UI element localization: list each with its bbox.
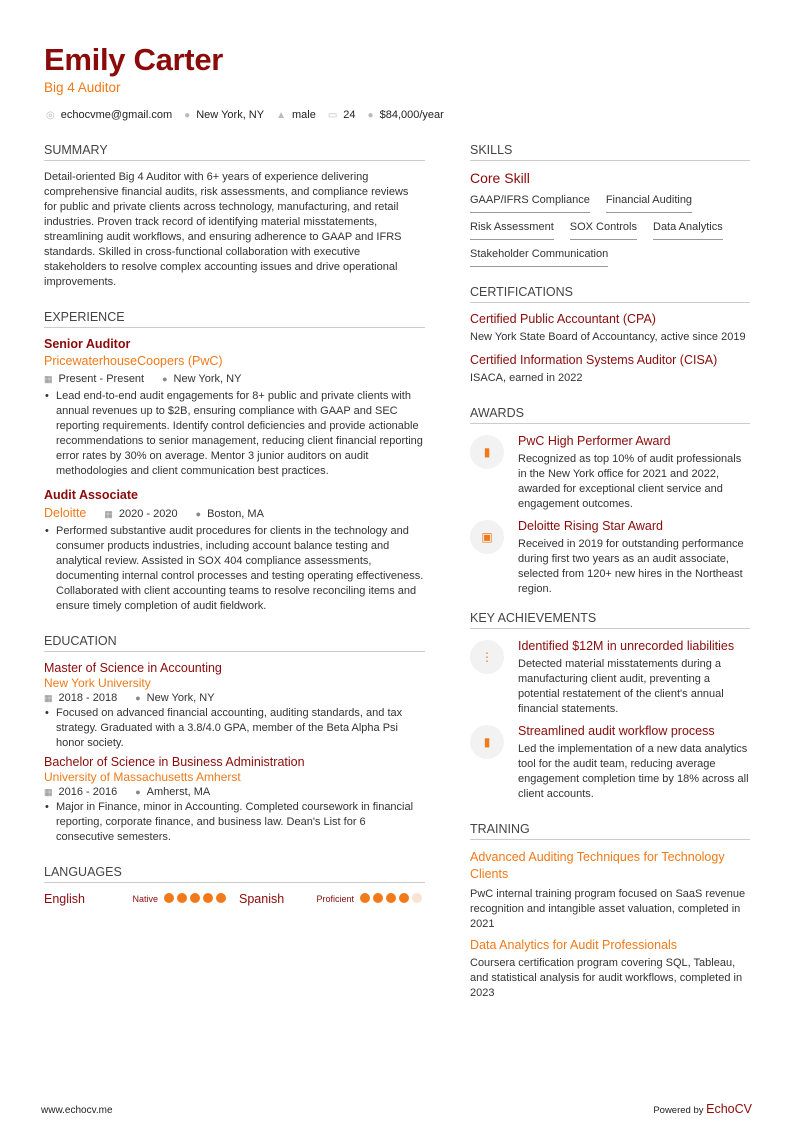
skill-tag: Financial Auditing bbox=[606, 190, 692, 213]
candidate-name: Emily Carter bbox=[44, 42, 224, 77]
footer-website[interactable]: www.echocv.me bbox=[41, 1105, 113, 1116]
job-company: PricewaterhouseCoopers (PwC) bbox=[44, 354, 223, 368]
language-level: Proficient bbox=[316, 894, 354, 904]
rating-dot bbox=[216, 893, 226, 903]
file-check-icon: ▮ bbox=[470, 725, 504, 759]
calendar-icon: ▦ bbox=[44, 787, 53, 797]
training-heading: TRAINING bbox=[470, 822, 750, 840]
skill-tag: SOX Controls bbox=[570, 217, 637, 240]
skills-heading: SKILLS bbox=[470, 143, 750, 161]
rating-dot bbox=[373, 893, 383, 903]
rating-dot bbox=[203, 893, 213, 903]
cert-desc: New York State Board of Accountancy, active since 2019 bbox=[470, 331, 746, 343]
job-company: Deloitte bbox=[44, 506, 87, 520]
award-item bbox=[470, 518, 750, 597]
skill-tag: Risk Assessment bbox=[470, 217, 554, 240]
location-icon: ● bbox=[184, 110, 191, 121]
skill-tag: Data Analytics bbox=[653, 217, 723, 240]
summary-heading: SUMMARY bbox=[44, 143, 425, 161]
skill-tag: Stakeholder Communication bbox=[470, 244, 608, 267]
rating-dot bbox=[190, 893, 200, 903]
contact-salary: ● $84,000/year bbox=[367, 109, 444, 121]
rating-dot bbox=[386, 893, 396, 903]
summary-text: Detail-oriented Big 4 Auditor with 6+ years of experience delivering comprehensive financial audits, risk assessments, and compliance reviews for public and private clients across technology, manufacturing, and retail industries. Proven track record of identifying material misstatements, streamlining audit workflows, and ensuring adherence to GAAP and IFRS standards. Skilled in cross-functional collaboration with executive stakeholders to resolve complex accounting issues and drive operational improvements. bbox=[44, 171, 409, 288]
language-list bbox=[44, 892, 425, 906]
language-name: English bbox=[44, 892, 85, 906]
education-heading: EDUCATION bbox=[44, 634, 425, 652]
job-dates: Present - Present bbox=[58, 373, 145, 385]
awards-heading: AWARDS bbox=[470, 406, 750, 424]
education-entry: Bachelor of Science in Business Administration University of Massachusetts Amherst ▦ 2016 - 2016 ● Amherst, MA • Major in Finance, minor in Accounting. Completed coursework in financial reporting, corporate finance, and business law. Dean's List for 6 consecutive semesters. bbox=[44, 755, 425, 845]
calendar-icon: ▦ bbox=[44, 374, 53, 384]
contact-gender: ▲ male bbox=[276, 109, 316, 121]
calendar-icon: ▦ bbox=[104, 509, 113, 519]
achievements-heading: KEY ACHIEVEMENTS bbox=[470, 611, 750, 629]
award-title: Deloitte Rising Star Award bbox=[518, 519, 663, 533]
job-title: Senior Auditor bbox=[44, 337, 131, 351]
dots-icon: ⋮ bbox=[470, 640, 504, 674]
job-bullet: • Performed substantive audit procedures for clients in the technology and consumer products industries, including account balance testing and analytical review. Assisted in SOX 404 compliance assessments, documenting internal control processes and testing operating effectiveness. Collaborated with client accounting teams to resolve reconciling items and ensure timely completion of audit fieldwork. bbox=[44, 524, 425, 614]
candidate-title: Big 4 Auditor bbox=[44, 80, 121, 95]
award-desc: Recognized as top 10% of audit professionals in the New York office for 2021 and 2022, awarded for exceptional client service and engagement outcomes. bbox=[518, 453, 742, 510]
language-item bbox=[239, 892, 425, 906]
languages-heading: LANGUAGES bbox=[44, 865, 425, 883]
degree: Master of Science in Accounting bbox=[44, 661, 222, 675]
cert-title: Certified Public Accountant (CPA) bbox=[470, 312, 656, 326]
job-entry bbox=[44, 486, 425, 614]
award-item bbox=[470, 433, 750, 512]
education-entry: Master of Science in Accounting New York University ▦ 2018 - 2018 ● New York, NY • Focused on advanced financial accounting, auditing standards, and tax strategy. Graduated with a 3.8/4.0 GPA, member of the Beta Alpha Psi honor society. bbox=[44, 661, 425, 751]
rating-dot bbox=[360, 893, 370, 903]
job-entry bbox=[44, 337, 425, 479]
footer-powered: Powered by EchoCV bbox=[653, 1102, 752, 1116]
language-level: Native bbox=[132, 894, 158, 904]
location-icon: ● bbox=[135, 787, 141, 797]
job-location: Boston, MA bbox=[207, 508, 264, 520]
training-desc: Coursera certification program covering SQL, Tableau, and statistical analysis for audit workflows, completed in 2023 bbox=[470, 957, 743, 999]
rating-dots bbox=[164, 892, 229, 906]
skill-tag: GAAP/IFRS Compliance bbox=[470, 190, 590, 213]
rating-dots bbox=[360, 892, 425, 906]
location-icon: ● bbox=[135, 693, 141, 703]
skill-group-title: Core Skill bbox=[470, 170, 530, 186]
education-bullet: • Major in Finance, minor in Accounting. Completed coursework in financial reporting, corporate finance, and business law. Dean's List for 6 consecutive semesters. bbox=[44, 800, 425, 845]
achievement-desc: Detected material misstatements during a manufacturing client audit, preventing a potential restatement of the client's annual financial statements. bbox=[518, 658, 724, 715]
contact-email: ◎ echocvme@gmail.com bbox=[46, 109, 173, 121]
file-icon: ▮ bbox=[470, 435, 504, 469]
language-name: Spanish bbox=[239, 892, 285, 906]
person-icon: ▲ bbox=[276, 110, 286, 121]
chip-icon: ▣ bbox=[470, 520, 504, 554]
rating-dot bbox=[412, 893, 422, 903]
cert-desc: ISACA, earned in 2022 bbox=[470, 372, 583, 384]
contact-age: ▭ 24 bbox=[327, 109, 356, 121]
training-title: Advanced Auditing Techniques for Technology Clients bbox=[470, 850, 725, 881]
rating-dot bbox=[164, 893, 174, 903]
training-desc: PwC internal training program focused on SaaS revenue recognition and intangible asset valuation, completed in 2021 bbox=[470, 888, 746, 930]
achievement-title: Identified $12M in unrecorded liabilities bbox=[518, 639, 735, 653]
job-dates: 2020 - 2020 bbox=[118, 508, 178, 520]
experience-heading: EXPERIENCE bbox=[44, 310, 425, 328]
certifications-heading: CERTIFICATIONS bbox=[470, 285, 750, 303]
at-icon: ◎ bbox=[46, 110, 55, 121]
achievement-item bbox=[470, 638, 750, 717]
training-title: Data Analytics for Audit Professionals bbox=[470, 938, 678, 952]
calendar-icon: ▭ bbox=[327, 110, 338, 121]
school: University of Massachusetts Amherst bbox=[44, 770, 241, 784]
location-icon: ● bbox=[195, 509, 202, 519]
left-column bbox=[44, 143, 425, 906]
achievement-title: Streamlined audit workflow process bbox=[518, 724, 715, 738]
calendar-icon: ▦ bbox=[44, 693, 53, 703]
skill-tags bbox=[470, 190, 750, 271]
brand-logo: EchoCV bbox=[706, 1102, 752, 1116]
achievement-item bbox=[470, 723, 750, 802]
location-icon: ● bbox=[162, 374, 168, 384]
school: New York University bbox=[44, 676, 151, 690]
award-title: PwC High Performer Award bbox=[518, 434, 671, 448]
education-bullet: • Focused on advanced financial accounting, auditing standards, and tax strategy. Graduated with a 3.8/4.0 GPA, member of the Beta Alpha Psi honor society. bbox=[44, 706, 425, 751]
job-title: Audit Associate bbox=[44, 488, 139, 502]
job-location: New York, NY bbox=[173, 373, 242, 385]
language-item bbox=[44, 892, 229, 906]
achievement-desc: Led the implementation of a new data analytics tool for the audit team, reducing average engagement completion time by 18% across all client accounts. bbox=[518, 743, 749, 800]
contact-bar bbox=[46, 109, 444, 121]
money-icon: ● bbox=[367, 110, 374, 121]
job-bullet: • Lead end-to-end audit engagements for 8+ public and private clients with annual revenues up to $2B, ensuring compliance with GAAP and SEC reporting requirements. Identify control deficiencies and provide actionable recommendations to senior management, reducing client financial reporting error rates by 30% on average. Mentor 3 junior auditors on audit methodologies and client communication best practices. bbox=[44, 389, 425, 479]
rating-dot bbox=[399, 893, 409, 903]
degree: Bachelor of Science in Business Administration bbox=[44, 755, 305, 769]
rating-dot bbox=[177, 893, 187, 903]
cert-title: Certified Information Systems Auditor (CISA) bbox=[470, 353, 718, 367]
right-column bbox=[470, 143, 750, 1001]
award-desc: Received in 2019 for outstanding performance during first two years as an audit associate, selected from 120+ new hires in the Northeast region. bbox=[518, 538, 744, 595]
contact-location: ● New York, NY bbox=[184, 109, 265, 121]
